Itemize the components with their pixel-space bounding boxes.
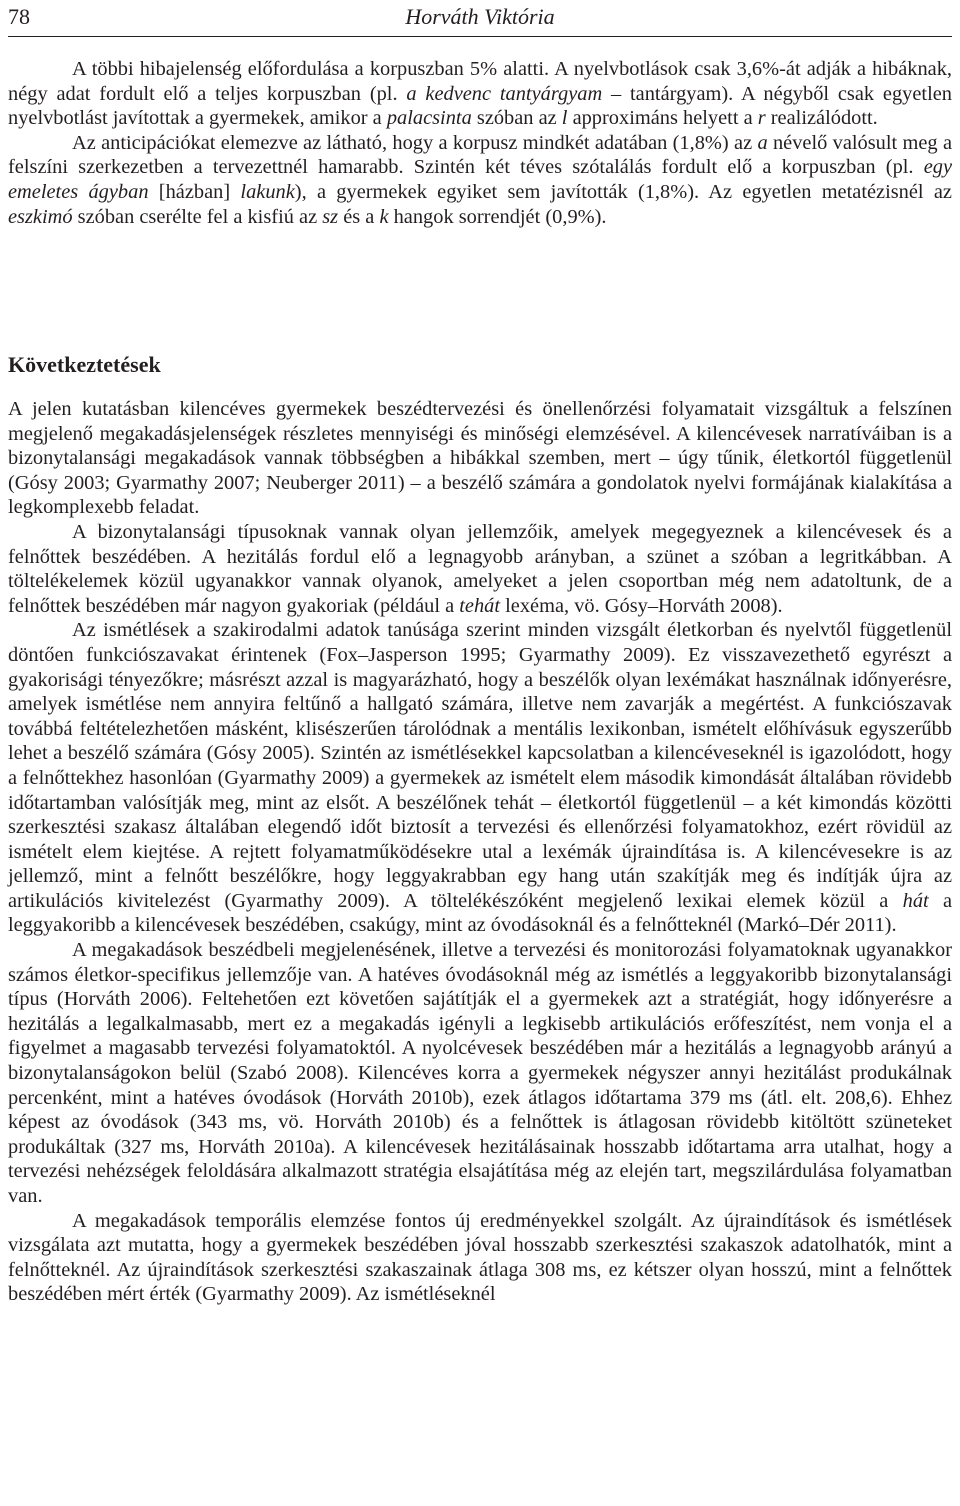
intro-text (8, 57, 952, 229)
section-heading: Következtetések (8, 352, 161, 377)
paragraph: Az ismétlések a szakirodalmi adatok tanúsága szerint minden vizsgált életkorban és nyelvtől függetlenül döntően funkciószavakat érintenek (Fox–Jasperson 1995; Gyarmathy 2009). Ez visszavezethető egyrészt a gyakorisági tényezőkre; másrészt azzal is magyarázható, hogy a beszélők olyan lexémákat használnak időnyerésre, amelyek ismétlése nem annyira feltűnő a hallgató számára, illetve nem zavarják a megértést. A funkciószavak továbbá feltételezhetően másként, klisészerűen tárolódnak a mentális lexikonban, ismételt előhívásuk egyszerűbb lehet a beszélő számára (Gósy 2005). Szintén az ismétlésekkel kapcsolatban a kilencéveseknél is igazolódott, hogy a felnőttekhez hasonlóan (Gyarmathy 2009) a gyermekek az ismételt elem második kimondását általában rövidebb időtartamban valósítják meg, mint az elsőt. A beszélőnek tehát – életkortól függetlenül – a két kimondás közötti szerkesztési szakasz általában elegendő időt biztosít a tervezési és ellenőrzési folyamatokhoz, ezért rövidül az ismételt elem kiejtése. A rejtett folyamatműködésekre utal a lexémák újraindítása is. A kilencévesekre is az jellemző, mint a felnőtt beszélőkre, hogy leggyakrabban egy hang után szakítják meg és indítják újra az artikulációs kivitelezést (Gyarmathy 2009). A töltelékészóként megjelenő lexikai elemek közül a hát a leggyakoribb a kilencévesek beszédében, csakúgy, mint az óvodásoknál és a felnőtteknél (Markó–Dér 2011). (8, 619, 952, 937)
paragraph: Az anticipációkat elemezve az látható, hogy a korpusz mindkét adatában (1,8%) az a névelő valósult meg a felszíni szerkezetben a tervezettnél hamarabb. Szintén két téves szótalálás fordult elő a korpuszban (pl. egy emeletes ágyban [házban] lakunk), a gyermekek egyiket sem javították (1,8%). Az egyetlen metatézisnél az eszkimó szóban cserélte fel a kisfiú az sz és a k hangok sorrendjét (0,9%). (8, 131, 952, 228)
conclusions-text (8, 397, 952, 1307)
paragraph: A megakadások temporális elemzése fontos új eredményekkel szolgált. Az újraindítások és ismétlések vizsgálata azt mutatta, hogy a gyermekek beszédében jóval hosszabb szerkesztési szakaszok adatolhatók, mint a felnőtteknél. Az újraindítások szerkesztési szakaszainak átlaga 308 ms, ez kétszer olyan hosszú, mint a felnőttek beszédében mért érték (Gyarmathy 2009). Az ismétléseknél (8, 1209, 952, 1306)
page-header (8, 0, 952, 37)
running-head: Horváth Viktória (405, 4, 555, 29)
paragraph: A megakadások beszédbeli megjelenésének, illetve a tervezési és monitorozási folyamatoknak ugyanakkor számos életkor-specifikus jellemzője van. A hatéves óvodásoknál még az ismétlés a leggyakoribb bizonytalansági típus (Horváth 2006). Feltehetően ezt követően sajátítják el a gyermekek azt a stratégiát, hogy időnyerésre a hezitálás a legalkalmasabb, mert ez a megakadás igényli a legkisebb artikulációs erőfeszítést, nem vonja el a figyelmet a magasabb tervezési folyamatoktól. A nyolcévesek beszédében már a hezitálás a legnagyobb arányú a bizonytalanságokon belül (Szabó 2008). Kilencéves korra a gyermekek négyszer annyi hezitálást produkálnak percenként, mint a hatéves óvodások (Horváth 2010b), ezek átlagos időtartama 379 ms (átl. elt. 208,6). Ehhez képest az óvodások (343 ms, vö. Horváth 2010b) és a felnőttek is átlagosan rövidebb kitöltött szüneteket produkáltak (327 ms, Horváth 2010a). A kilencévesek hezitálásainak hosszabb időtartama arra utalhat, hogy a tervezési nehézségek feloldására alkalmazott stratégia elsajátítása még az elején tart, megszilárdulása folyamatban van. (8, 939, 952, 1207)
paragraph: A jelen kutatásban kilencéves gyermekek beszédtervezési és önellenőrzési folyamatait vizsgáltuk a felszínen megjelenő megakadásjelenségek részletes mennyiségi és minőségi elemzésével. A kilencévesek narratíváiban is a bizonytalansági megakadások vannak többségben a hibákkal szemben, mert – úgy tűnik, életkortól függetlenül (Gósy 2003; Gyarmathy 2007; Neuberger 2011) – a beszélő számára a gondolatok nyelvi formájának kialakítása a legkomplexebb feladat. (8, 398, 952, 519)
page-number: 78 (8, 4, 30, 29)
paragraph: A többi hibajelenség előfordulása a korpuszban 5% alatti. A nyelvbotlások csak 3,6%-át adják a hibáknak, négy adat fordult elő a teljes korpuszban (pl. a kedvenc tantyárgyam – tantárgyam). A négyből csak egyetlen nyelvbotlást javítottak a gyermekek, amikor a palacsinta szóban az l approximáns helyett a r realizálódott. (8, 58, 952, 130)
paragraph: A bizonytalansági típusoknak vannak olyan jellemzőik, amelyek megegyeznek a kilencévesek és a felnőttek beszédében. A hezitálás fordul elő a legnagyobb arányban, a szünet a szóban a legritkábban. A töltelékelemek közül ugyanakkor vannak olyanok, amelyeket a jelen csoportban még nem adatoltunk, de a felnőttek beszédében már nagyon gyakoriak (például a tehát lexéma, vö. Gósy–Horváth 2008). (8, 520, 952, 617)
